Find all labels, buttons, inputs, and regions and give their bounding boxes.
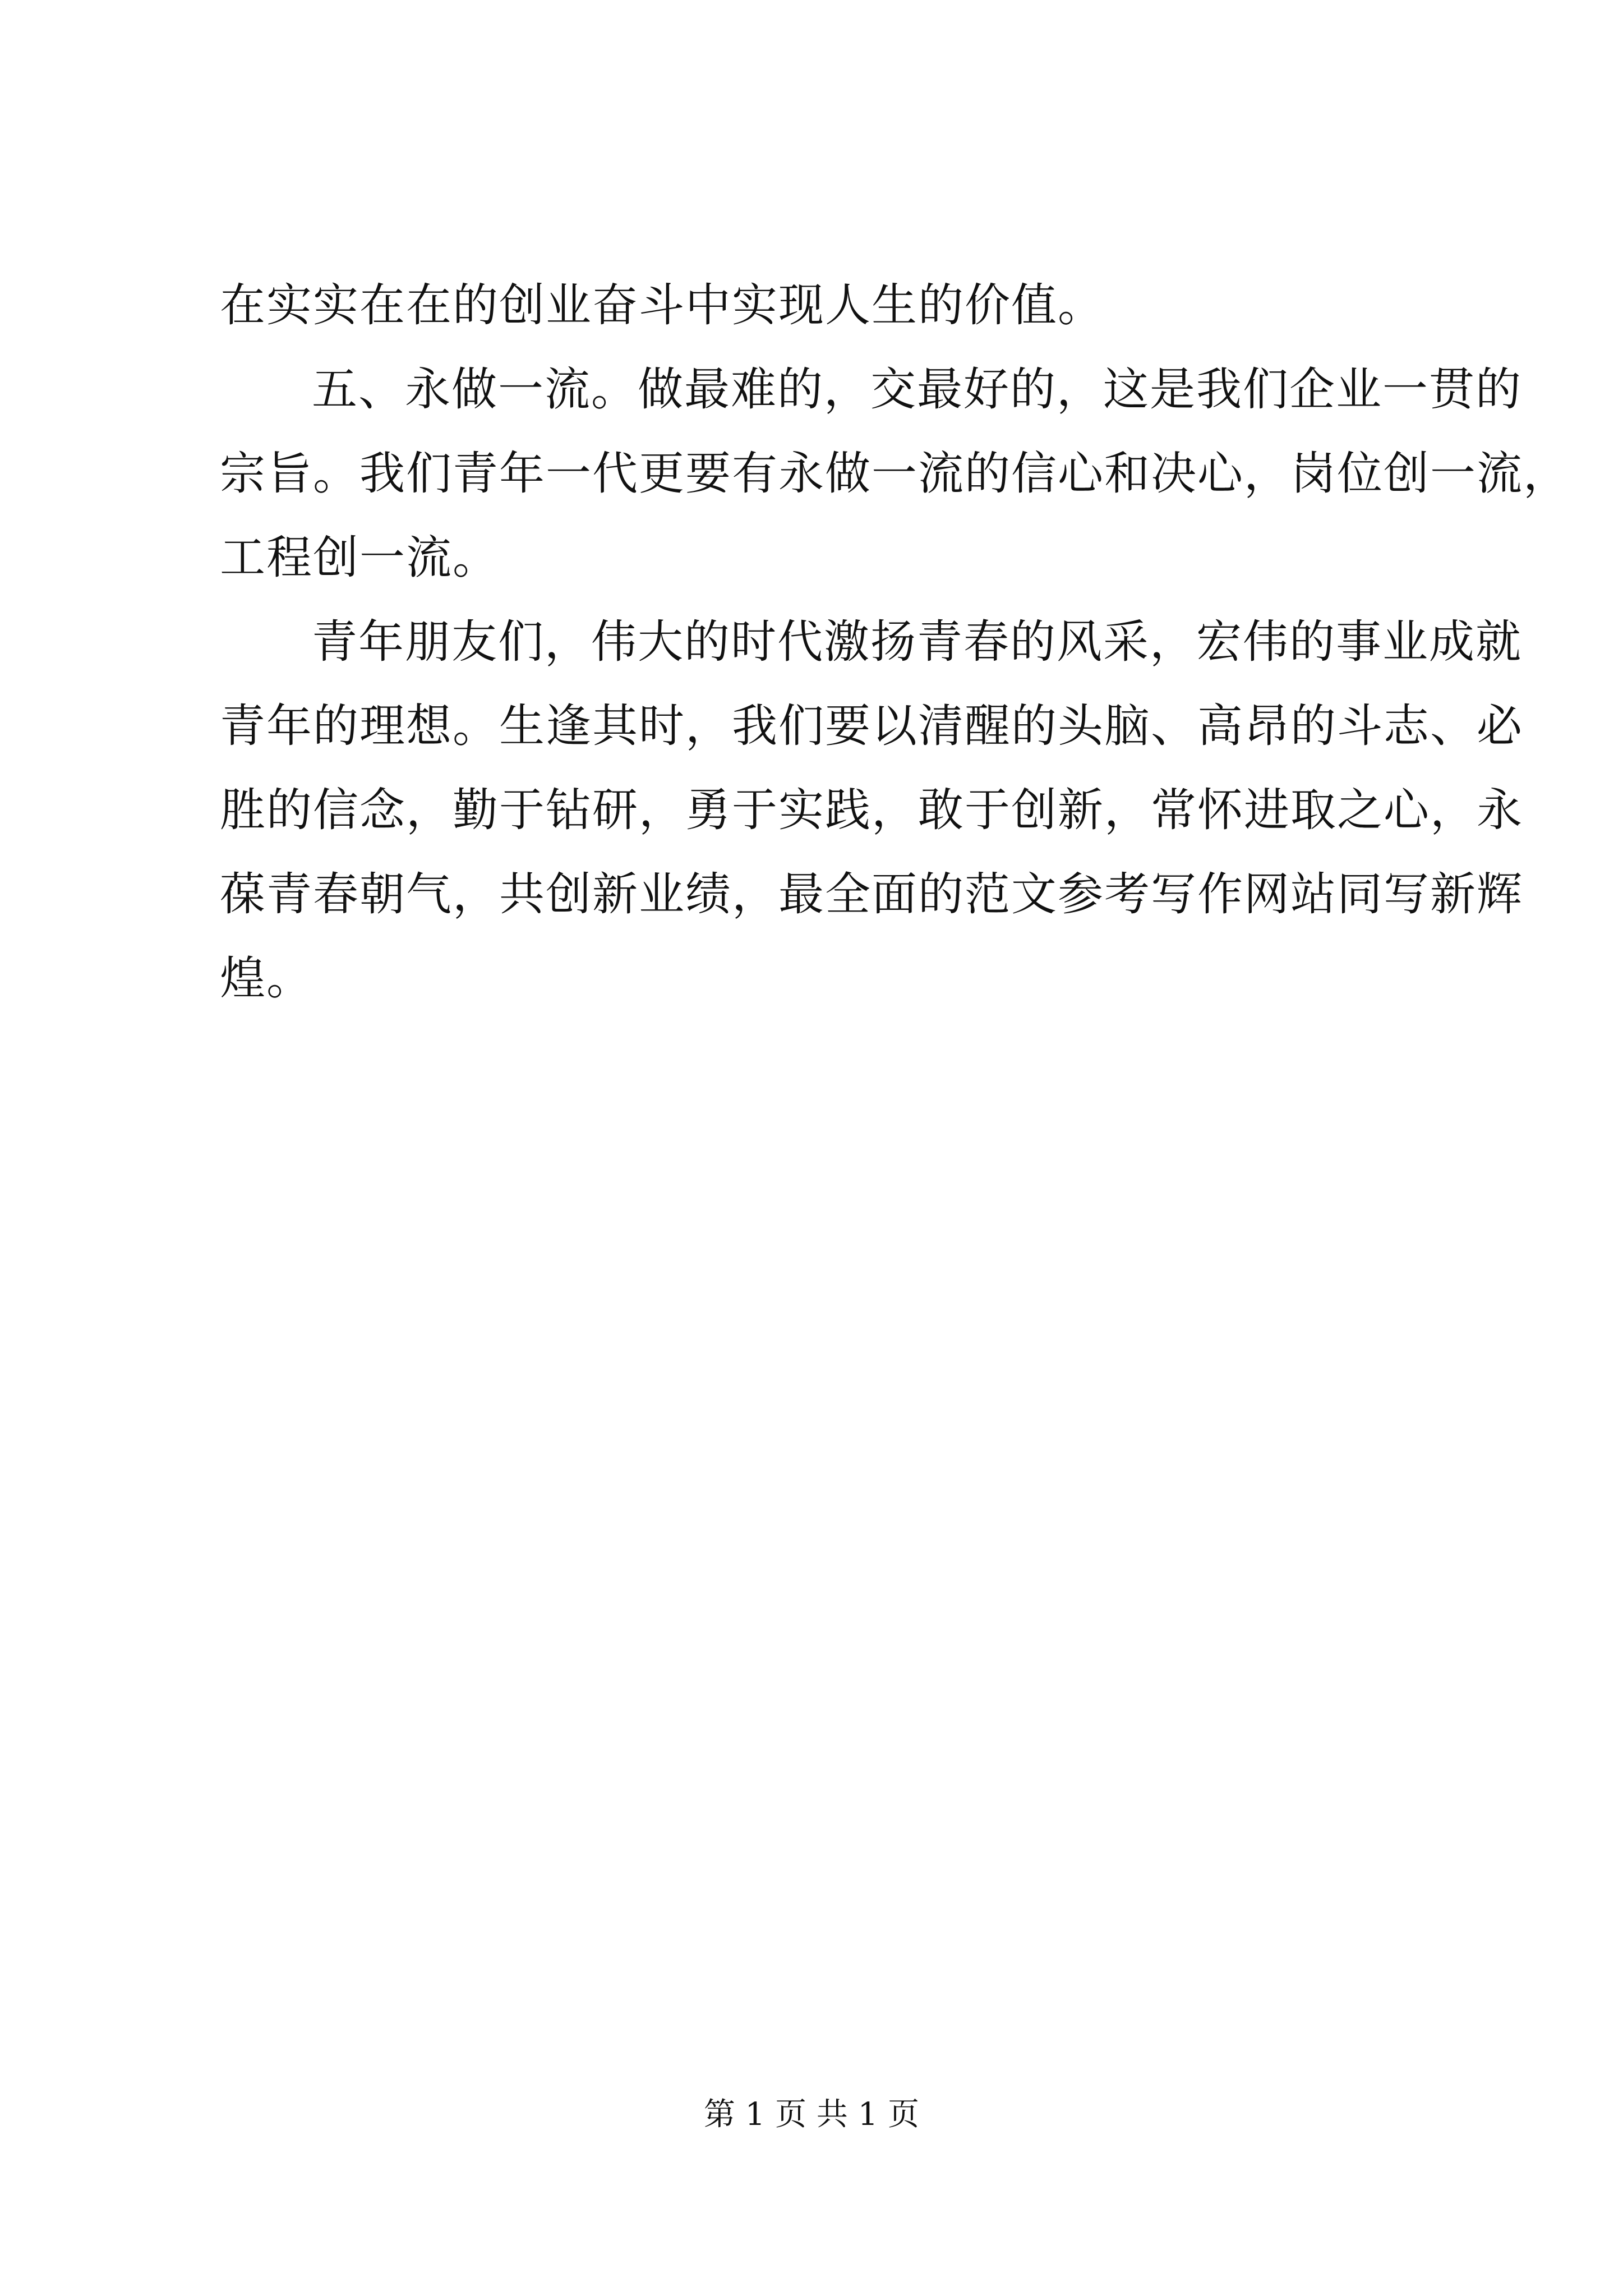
page-footer	[0, 2092, 1623, 2137]
text-line: 工程创一流。	[220, 532, 500, 585]
document-body	[220, 264, 1570, 1021]
text-line: 在实实在在的创业奋斗中实现人生的价值。	[220, 279, 1105, 332]
text-line: 胜的信念，勤于钻研，勇于实践，敢于创新，常怀进取之心，永	[220, 784, 1524, 837]
page-number-label: 第 1 页 共 1 页	[703, 2096, 920, 2133]
text-line: 煌。	[220, 953, 313, 1005]
text-line: 葆青春朝气，共创新业绩，最全面的范文参考写作网站同写新辉	[220, 868, 1524, 921]
text-line: 青年朋友们，伟大的时代激扬青春的风采，宏伟的事业成就	[312, 616, 1523, 669]
text-line: 五、永做一流。做最难的，交最好的，这是我们企业一贯的	[312, 364, 1523, 416]
text-line: 宗旨。我们青年一代更要有永做一流的信心和决心，岗位创一流，	[220, 448, 1570, 500]
text-line: 青年的理想。生逢其时，我们要以清醒的头脑、高昂的斗志、必	[220, 700, 1524, 753]
